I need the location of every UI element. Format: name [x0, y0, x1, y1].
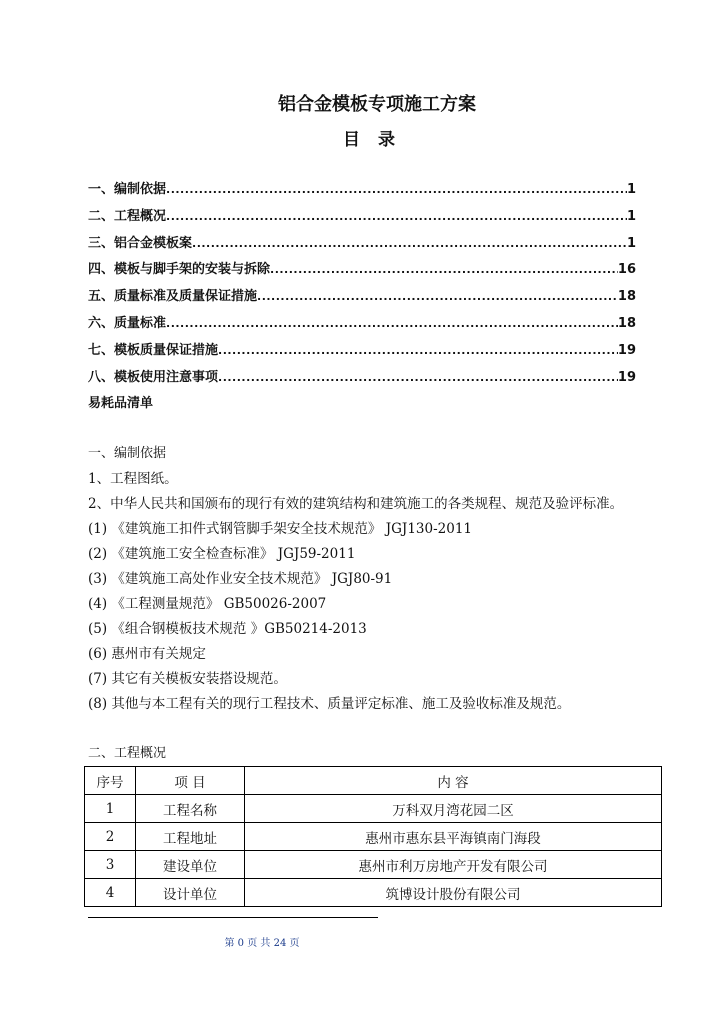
table-cell: 惠州市惠东县平海镇南门海段 — [245, 823, 662, 851]
toc-entry-page: 18 — [617, 289, 636, 305]
toc-entry-label: 四、模板与脚手架的安装与拆除 — [88, 262, 271, 278]
toc-leader — [166, 183, 627, 196]
toc-leader — [257, 290, 618, 303]
toc-entry-page: 19 — [617, 369, 636, 385]
body-line: (8) 其他与本工程有关的现行工程技术、质量评定标准、施工及验收标准及规范。 — [88, 696, 571, 712]
table-header-row — [85, 767, 662, 795]
toc-entry[interactable] — [88, 366, 636, 393]
table-cell: 设计单位 — [136, 879, 245, 907]
toc-entry-page: 19 — [617, 342, 636, 358]
toc-entry-label: 六、质量标准 — [88, 315, 167, 331]
toc-leader — [270, 263, 618, 276]
toc-entry-label: 八、模板使用注意事项 — [88, 369, 219, 385]
toc-leader — [166, 210, 627, 223]
body-line: (7) 其它有关模板安装搭设规范。 — [88, 671, 287, 687]
toc-entry-label: 五、质量标准及质量保证措施 — [88, 289, 258, 305]
body-line: (4) 《工程测量规范》 GB50026-2007 — [88, 596, 327, 612]
body-line: 1、工程图纸。 — [88, 471, 178, 487]
toc-entry-label: 二、工程概况 — [88, 208, 167, 224]
table-row — [85, 851, 662, 879]
table-of-contents — [88, 178, 636, 418]
table-cell: 万科双月湾花园二区 — [245, 795, 662, 823]
toc-leader — [166, 317, 618, 330]
section-heading: 二、工程概况 — [88, 746, 167, 761]
table-row — [85, 823, 662, 851]
toc-heading: 目 录 — [343, 130, 401, 150]
toc-entry-label: 一、编制依据 — [88, 182, 167, 197]
table-header-cell: 序号 — [85, 767, 136, 795]
table-cell: 惠州市利万房地产开发有限公司 — [245, 851, 662, 879]
toc-entry[interactable] — [88, 205, 636, 232]
table-cell: 1 — [85, 795, 136, 823]
toc-entry-page: 1 — [626, 182, 636, 197]
table-cell: 3 — [85, 851, 136, 879]
footnote-divider — [88, 917, 378, 918]
toc-leader — [192, 237, 627, 250]
project-overview-table — [84, 766, 662, 907]
table-row — [85, 879, 662, 907]
table-cell: 筑博设计股份有限公司 — [245, 879, 662, 907]
toc-entry-label: 三、铝合金模板案 — [88, 235, 193, 251]
page-footer: 第 0 页 共 24 页 — [224, 938, 300, 949]
table-cell: 4 — [85, 879, 136, 907]
toc-entry-page: 18 — [617, 315, 636, 331]
body-line: (6) 惠州市有关规定 — [88, 646, 206, 662]
section-heading: 一、编制依据 — [88, 446, 167, 461]
table-cell: 工程名称 — [136, 795, 245, 823]
toc-entry[interactable] — [88, 312, 636, 339]
toc-leader — [218, 344, 618, 357]
body-line: (5) 《组合钢模板技术规范 》GB50214-2013 — [88, 621, 367, 637]
table-cell: 2 — [85, 823, 136, 851]
toc-entry[interactable] — [88, 258, 636, 285]
table-cell: 建设单位 — [136, 851, 245, 879]
table-header-cell: 内 容 — [245, 767, 662, 795]
table-row — [85, 795, 662, 823]
table-header-cell: 项 目 — [136, 767, 245, 795]
toc-entry[interactable] — [88, 339, 636, 366]
toc-entry-page: 1 — [626, 235, 636, 251]
section-basis — [88, 442, 668, 717]
table-cell: 工程地址 — [136, 823, 245, 851]
document-title: 铝合金模板专项施工方案 — [278, 94, 476, 115]
body-line: (3) 《建筑施工高处作业安全技术规范》 JGJ80-91 — [88, 571, 393, 587]
toc-extra-entry: 易耗品清单 — [88, 396, 154, 412]
toc-entry[interactable] — [88, 178, 636, 205]
body-line: (2) 《建筑施工安全检查标准》 JGJ59-2011 — [88, 546, 356, 562]
body-line: 2、中华人民共和国颁布的现行有效的建筑结构和建筑施工的各类规程、规范及验评标准。 — [88, 496, 624, 512]
toc-entry[interactable] — [88, 232, 636, 259]
toc-entry-label: 七、模板质量保证措施 — [88, 342, 219, 358]
toc-entry-page: 16 — [617, 262, 636, 278]
toc-entry-page: 1 — [626, 208, 636, 224]
toc-entry[interactable] — [88, 285, 636, 312]
body-line: (1) 《建筑施工扣件式钢管脚手架安全技术规范》 JGJ130-2011 — [88, 521, 472, 537]
toc-leader — [218, 371, 618, 384]
